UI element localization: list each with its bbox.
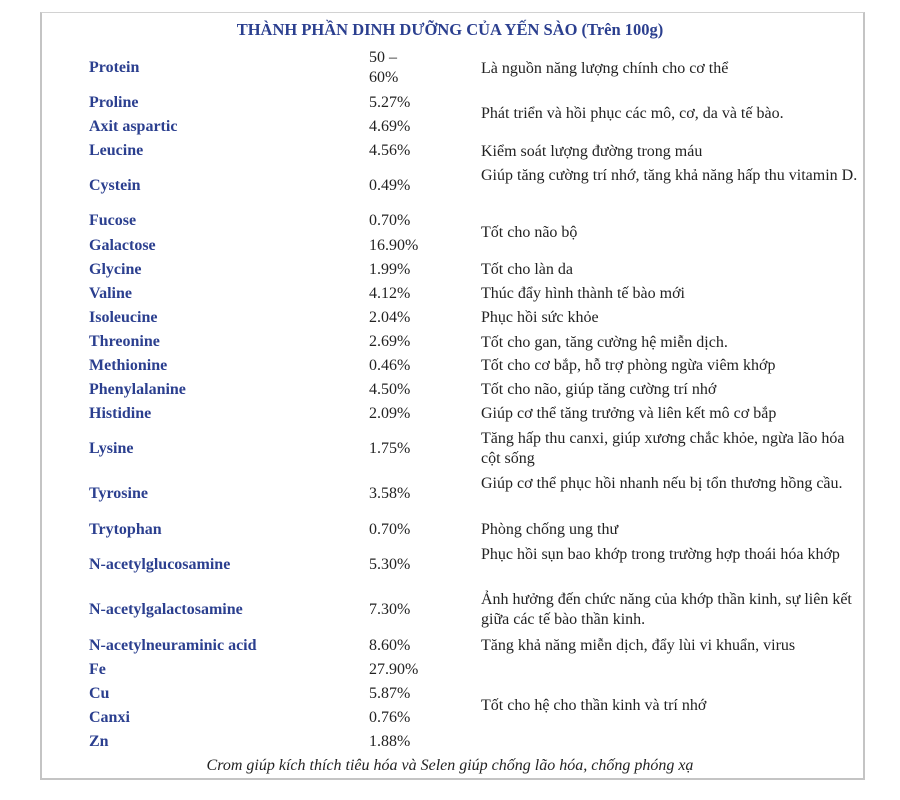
nutrient-name: Canxi bbox=[89, 709, 130, 726]
nutrient-name: Cu bbox=[89, 685, 110, 702]
nutrient-benefit: Thúc đẩy hình thành tế bào mới bbox=[481, 285, 685, 302]
nutrient-value: 0.70% bbox=[369, 212, 411, 229]
nutrient-name: N-acetylglucosamine bbox=[89, 556, 231, 573]
nutrient-value: 1.88% bbox=[369, 733, 411, 750]
nutrient-name: Phenylalanine bbox=[89, 381, 186, 398]
nutrient-benefit: Phục hồi sụn bao khớp trong trường hợp thoái hóa khớp bbox=[481, 546, 840, 563]
nutrient-benefit: Giúp cơ thể tăng trưởng và liên kết mô cơ bắp bbox=[481, 405, 777, 422]
nutrient-name: Lysine bbox=[89, 440, 134, 457]
nutrient-benefit: Tăng khả năng miễn dịch, đẩy lùi vi khuẩn, virus bbox=[481, 637, 796, 654]
nutrient-value: 16.90% bbox=[369, 237, 419, 254]
nutrient-name: Threonine bbox=[89, 333, 160, 350]
nutrient-benefit: Giúp tăng cường trí nhớ, tăng khả năng hấp thu vitamin D. bbox=[481, 167, 858, 184]
nutrient-value: 3.58% bbox=[369, 485, 411, 502]
nutrient-name: Glycine bbox=[89, 261, 142, 278]
nutrient-name: Leucine bbox=[89, 142, 144, 159]
nutrient-value: 0.70% bbox=[369, 521, 411, 538]
nutrient-value: 8.60% bbox=[369, 637, 411, 654]
nutrient-name: Fucose bbox=[89, 212, 137, 229]
nutrient-name: Valine bbox=[89, 285, 132, 302]
nutrient-benefit: Kiểm soát lượng đường trong máu bbox=[481, 143, 703, 160]
nutrient-value: 1.99% bbox=[369, 261, 411, 278]
nutrient-name: Axit aspartic bbox=[89, 118, 178, 135]
nutrient-name: Tyrosine bbox=[89, 485, 148, 502]
nutrient-value: 5.30% bbox=[369, 556, 411, 573]
nutrient-name: Methionine bbox=[89, 357, 168, 374]
nutrient-name: Isoleucine bbox=[89, 309, 158, 326]
nutrient-name: Histidine bbox=[89, 405, 152, 422]
nutrient-benefit: Tốt cho làn da bbox=[481, 261, 573, 278]
nutrient-benefit: Phòng chống ung thư bbox=[481, 521, 619, 538]
nutrient-name: N-acetylgalactosamine bbox=[89, 601, 243, 618]
nutrient-value: 50 – 60% bbox=[369, 49, 399, 86]
table-title: THÀNH PHẦN DINH DƯỠNG CỦA YẾN SÀO (Trên 100g) bbox=[236, 20, 664, 39]
nutrient-value: 2.69% bbox=[369, 333, 411, 350]
nutrient-value: 0.46% bbox=[369, 357, 411, 374]
nutrient-value: 1.75% bbox=[369, 440, 411, 457]
nutrient-value: 2.09% bbox=[369, 405, 411, 422]
nutrient-benefit: Phát triển và hồi phục các mô, cơ, da và tế bào. bbox=[481, 105, 784, 122]
nutrient-benefit: Tốt cho não, giúp tăng cường trí nhớ bbox=[481, 381, 717, 398]
nutrient-value: 5.27% bbox=[369, 94, 411, 111]
nutrient-name: N-acetylneuraminic acid bbox=[89, 637, 257, 654]
nutrient-benefit: Là nguồn năng lượng chính cho cơ thể bbox=[481, 60, 729, 77]
nutrient-value: 7.30% bbox=[369, 601, 411, 618]
nutrient-name: Zn bbox=[89, 733, 109, 750]
nutrient-name: Fe bbox=[89, 661, 106, 678]
nutrient-value: 0.49% bbox=[369, 177, 411, 194]
nutrient-value: 4.12% bbox=[369, 285, 411, 302]
nutrient-value: 4.50% bbox=[369, 381, 411, 398]
nutrient-benefit: Giúp cơ thể phục hồi nhanh nếu bị tổn thương hồng cầu. bbox=[481, 475, 843, 492]
nutrient-benefit: Tốt cho gan, tăng cường hệ miễn dịch. bbox=[481, 334, 728, 351]
nutrient-name: Cystein bbox=[89, 177, 141, 194]
nutrient-benefit: Phục hồi sức khỏe bbox=[481, 309, 599, 326]
nutrient-benefit: Tốt cho não bộ bbox=[481, 224, 578, 241]
nutrient-benefit: Tốt cho cơ bắp, hỗ trợ phòng ngừa viêm khớp bbox=[481, 357, 776, 374]
nutrient-name: Protein bbox=[89, 59, 140, 76]
nutrient-name: Galactose bbox=[89, 237, 156, 254]
nutrient-name: Trytophan bbox=[89, 521, 162, 538]
nutrient-benefit: Ảnh hưởng đến chức năng của khớp thần kinh, sự liên kết giữa các tế bào thần kinh. bbox=[481, 591, 852, 628]
nutrient-value: 4.69% bbox=[369, 118, 411, 135]
nutrient-value: 5.87% bbox=[369, 685, 411, 702]
nutrient-value: 27.90% bbox=[369, 661, 419, 678]
nutrient-value: 4.56% bbox=[369, 142, 411, 159]
nutrient-benefit: Tốt cho hệ cho thần kinh và trí nhớ bbox=[481, 697, 707, 714]
nutrient-value: 0.76% bbox=[369, 709, 411, 726]
nutrient-name: Proline bbox=[89, 94, 139, 111]
nutrient-value: 2.04% bbox=[369, 309, 411, 326]
table-footer-note: Crom giúp kích thích tiêu hóa và Selen giúp chống lão hóa, chống phóng xạ bbox=[206, 757, 694, 774]
nutrient-benefit: Tăng hấp thu canxi, giúp xương chắc khỏe, ngừa lão hóa cột sống bbox=[481, 430, 845, 467]
